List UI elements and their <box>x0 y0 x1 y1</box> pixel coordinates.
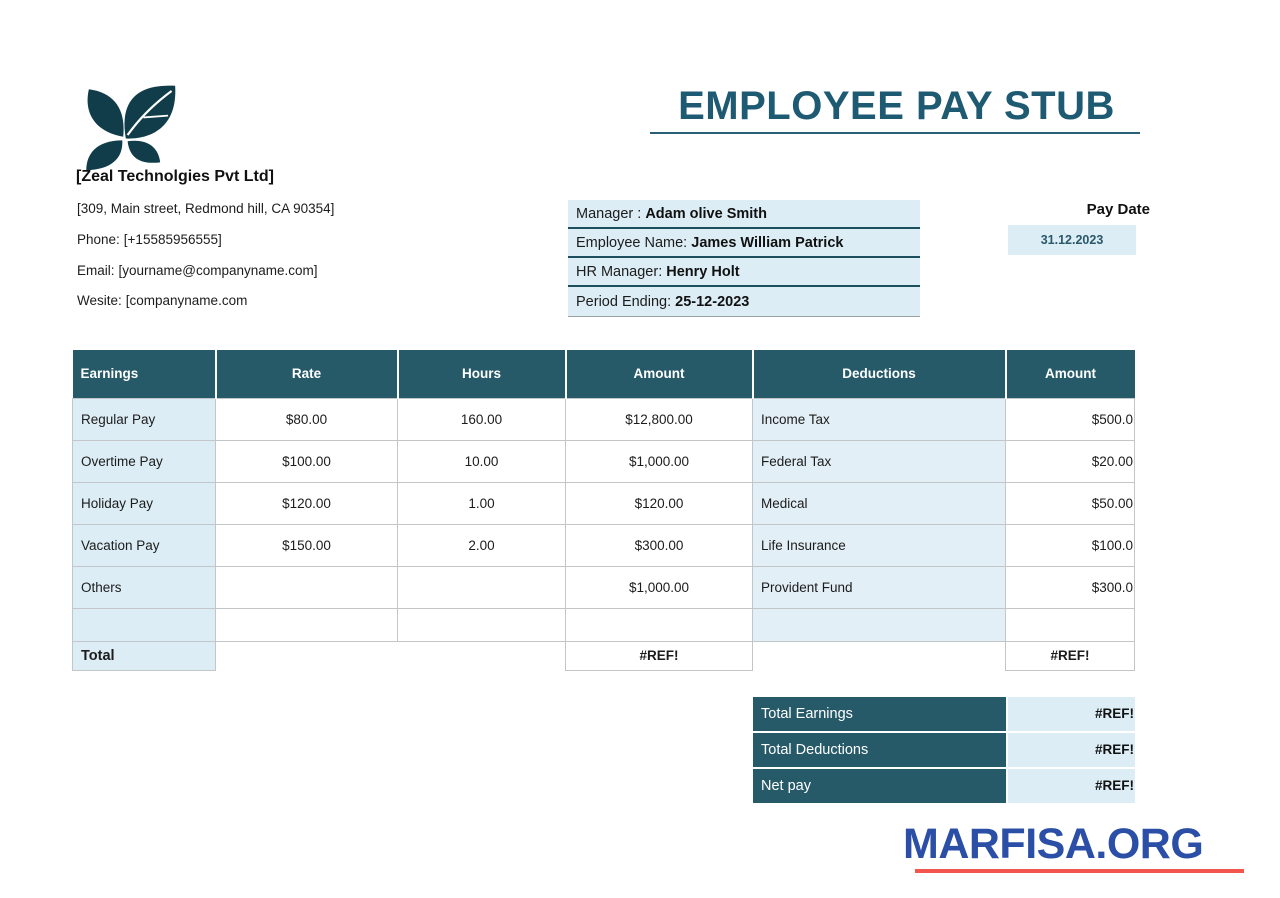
total-spacer <box>398 641 566 670</box>
cell-amount: $1,000.00 <box>566 566 753 608</box>
summary-value: #REF! <box>1008 769 1135 803</box>
total-label: Total <box>73 641 216 670</box>
header-deductions: Deductions <box>753 350 1006 398</box>
website-label: Wesite: <box>77 293 122 308</box>
cell-earning <box>73 608 216 641</box>
table-row <box>73 398 1135 440</box>
summary-label: Total Earnings <box>753 697 1006 731</box>
cell-amount: $120.00 <box>566 482 753 524</box>
company-email <box>77 263 318 278</box>
header-amount: Amount <box>566 350 753 398</box>
info-row-period-ending <box>568 287 920 317</box>
company-leaf-logo <box>76 84 188 172</box>
pay-date-label: Pay Date <box>1086 201 1150 218</box>
cell-rate: $100.00 <box>216 440 398 482</box>
summary-row-total-deductions <box>753 733 1135 767</box>
company-address: [309, Main street, Redmond hill, CA 90354] <box>77 201 335 216</box>
table-row <box>73 482 1135 524</box>
cell-hours: 2.00 <box>398 524 566 566</box>
cell-deduction: Life Insurance <box>753 524 1006 566</box>
cell-amount: $300.00 <box>566 524 753 566</box>
email-value: [yourname@companyname.com] <box>118 263 318 278</box>
cell-ded-amount: $300.0 <box>1006 566 1135 608</box>
hr-manager-label: HR Manager: <box>576 264 663 280</box>
cell-hours <box>398 608 566 641</box>
summary-label: Net pay <box>753 769 1006 803</box>
cell-hours: 10.00 <box>398 440 566 482</box>
cell-ded-amount <box>1006 608 1135 641</box>
cell-deduction: Provident Fund <box>753 566 1006 608</box>
cell-earning: Regular Pay <box>73 398 216 440</box>
summary-label: Total Deductions <box>753 733 1006 767</box>
info-row-hr-manager <box>568 258 920 287</box>
summary-row-total-earnings <box>753 697 1135 731</box>
summary-value: #REF! <box>1008 697 1135 731</box>
cell-rate: $150.00 <box>216 524 398 566</box>
cell-earning: Others <box>73 566 216 608</box>
total-deductions-ref: #REF! <box>1006 641 1135 670</box>
summary-box <box>753 697 1135 805</box>
company-name: [Zeal Technolgies Pvt Ltd] <box>76 168 274 185</box>
employee-name-value: James William Patrick <box>691 235 844 251</box>
cell-ded-amount: $100.0 <box>1006 524 1135 566</box>
info-row-employee-name <box>568 229 920 258</box>
cell-hours <box>398 566 566 608</box>
table-row-empty <box>73 608 1135 641</box>
brand-underline <box>915 869 1244 873</box>
company-website <box>77 293 247 308</box>
title-underline <box>650 132 1140 134</box>
summary-value: #REF! <box>1008 733 1135 767</box>
header-rate: Rate <box>216 350 398 398</box>
phone-value: [+15585956555] <box>123 232 222 247</box>
cell-hours: 160.00 <box>398 398 566 440</box>
header-hours: Hours <box>398 350 566 398</box>
cell-rate <box>216 608 398 641</box>
total-spacer <box>216 641 398 670</box>
cell-earning: Overtime Pay <box>73 440 216 482</box>
cell-rate <box>216 566 398 608</box>
cell-amount: $1,000.00 <box>566 440 753 482</box>
total-earnings-ref: #REF! <box>566 641 753 670</box>
email-label: Email: <box>77 263 115 278</box>
cell-deduction <box>753 608 1006 641</box>
cell-deduction: Medical <box>753 482 1006 524</box>
header-earnings: Earnings <box>73 350 216 398</box>
pay-table-header-row <box>73 350 1135 398</box>
employee-name-label: Employee Name: <box>576 235 688 251</box>
table-total-row <box>73 641 1135 670</box>
cell-ded-amount: $20.00 <box>1006 440 1135 482</box>
employee-info-box <box>568 200 920 317</box>
cell-rate: $120.00 <box>216 482 398 524</box>
header-ded-amount: Amount <box>1006 350 1135 398</box>
cell-ded-amount: $500.0 <box>1006 398 1135 440</box>
company-phone <box>77 232 222 247</box>
website-value: [companyname.com <box>125 293 248 308</box>
cell-hours: 1.00 <box>398 482 566 524</box>
table-row <box>73 524 1135 566</box>
info-row-manager <box>568 200 920 229</box>
summary-row-net-pay <box>753 769 1135 803</box>
period-ending-label: Period Ending: <box>576 294 672 310</box>
brand-wordmark: MARFISA.ORG <box>903 820 1204 868</box>
table-row <box>73 440 1135 482</box>
pay-date-value: 31.12.2023 <box>1008 225 1136 255</box>
total-spacer <box>753 641 1006 670</box>
phone-label: Phone: <box>77 232 120 247</box>
cell-earning: Holiday Pay <box>73 482 216 524</box>
cell-deduction: Federal Tax <box>753 440 1006 482</box>
period-ending-value: 25-12-2023 <box>675 294 750 310</box>
manager-label: Manager : <box>576 206 642 222</box>
table-row <box>73 566 1135 608</box>
cell-amount <box>566 608 753 641</box>
cell-rate: $80.00 <box>216 398 398 440</box>
cell-amount: $12,800.00 <box>566 398 753 440</box>
page-title: EMPLOYEE PAY STUB <box>678 84 1115 128</box>
cell-deduction: Income Tax <box>753 398 1006 440</box>
cell-ded-amount: $50.00 <box>1006 482 1135 524</box>
pay-table <box>72 350 1135 671</box>
hr-manager-value: Henry Holt <box>666 264 740 280</box>
manager-value: Adam olive Smith <box>645 206 767 222</box>
cell-earning: Vacation Pay <box>73 524 216 566</box>
